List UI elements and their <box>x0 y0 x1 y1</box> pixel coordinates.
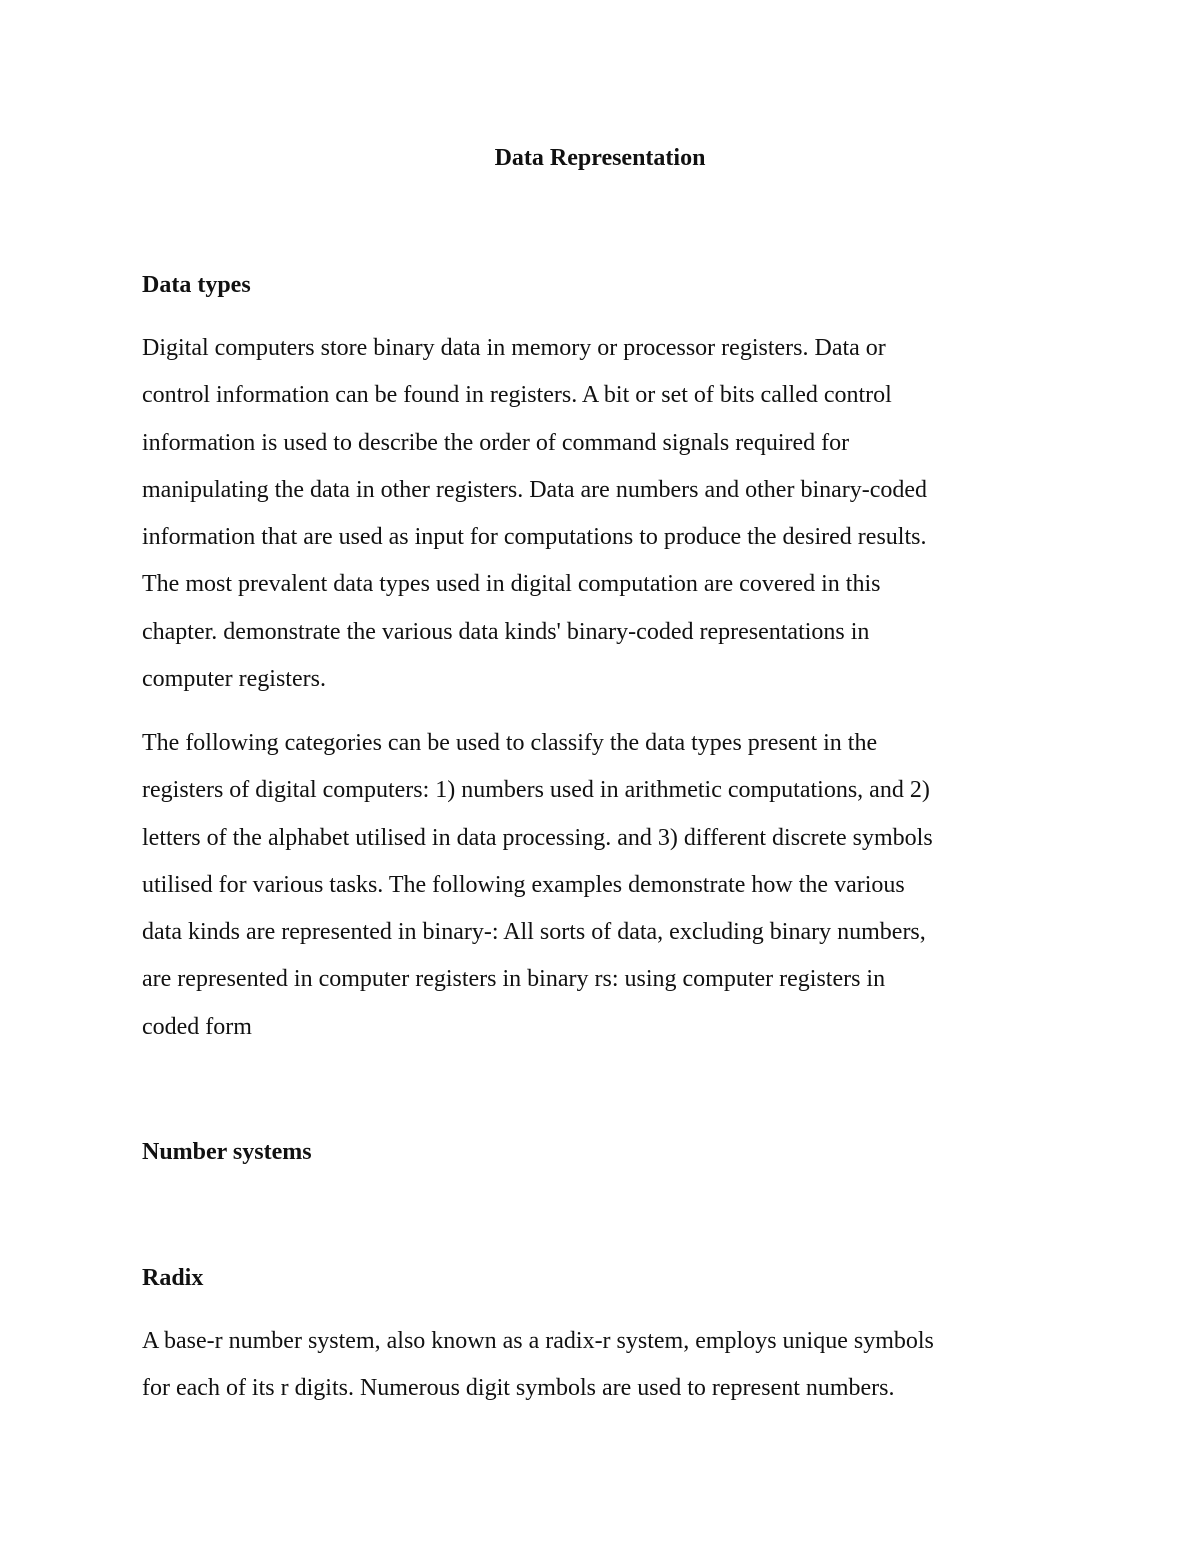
text-line: registers of digital computers: 1) numbers used in arithmetic computations, and 2) <box>142 777 930 804</box>
text-line: data kinds are represented in binary-: All sorts of data, excluding binary numbers, <box>142 919 926 946</box>
heading-radix: Radix <box>142 1265 204 1291</box>
text-line: letters of the alphabet utilised in data processing. and 3) different discrete symbols <box>142 824 933 851</box>
text-line: The most prevalent data types used in digital computation are covered in this <box>142 571 881 598</box>
text-line: Digital computers store binary data in memory or processor registers. Data or <box>142 335 886 361</box>
text-line: control information can be found in registers. A bit or set of bits called control <box>142 382 892 409</box>
text-line: are represented in computer registers in binary rs: using computer registers in <box>142 966 886 993</box>
page-title: Data Representation <box>494 145 706 171</box>
heading-number-systems: Number systems <box>142 1139 312 1165</box>
paragraph-data-types-2 <box>142 720 1072 1051</box>
text-line: coded form <box>142 1013 252 1040</box>
text-line: A base-r number system, also known as a radix-r system, employs unique symbols <box>142 1328 934 1354</box>
text-line: chapter. demonstrate the various data kinds' binary-coded representations in <box>142 618 870 645</box>
text-line: information that are used as input for computations to produce the desired results. <box>142 524 927 551</box>
text-line: manipulating the data in other registers. Data are numbers and other binary-coded <box>142 476 928 503</box>
paragraph-data-types-1 <box>142 325 1072 703</box>
heading-data-types: Data types <box>142 272 251 298</box>
text-line: The following categories can be used to classify the data types present in the <box>142 730 878 756</box>
text-line: for each of its r digits. Numerous digit symbols are used to represent numbers. <box>142 1375 895 1402</box>
paragraph-radix <box>142 1318 1072 1413</box>
text-line: computer registers. <box>142 666 326 693</box>
text-line: utilised for various tasks. The following examples demonstrate how the various <box>142 871 905 898</box>
text-line: information is used to describe the order of command signals required for <box>142 429 850 456</box>
